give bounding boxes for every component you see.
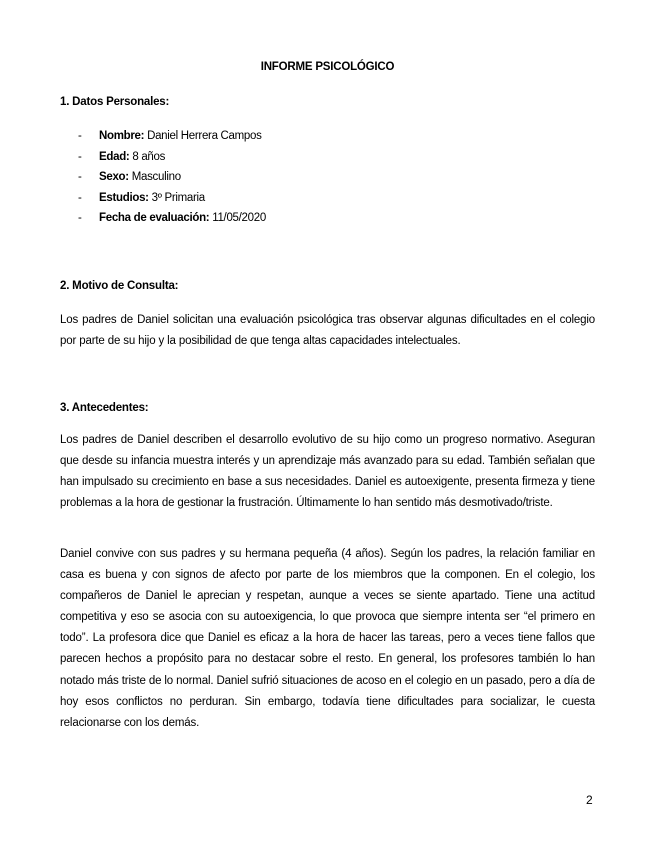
bullet-dash: - (78, 212, 82, 224)
list-item-nombre (78, 128, 266, 149)
bullet-dash: - (78, 150, 82, 163)
field-value: Masculino (128, 171, 181, 183)
list-item-fecha-evaluacion (78, 210, 266, 231)
field-value: 3º Primaria (148, 191, 205, 204)
field-value: 11/05/2020 (209, 212, 266, 224)
field-label: Edad: (99, 150, 130, 163)
list-item-edad (78, 149, 266, 170)
section-heading-motivo-consulta: 2. Motivo de Consulta: (60, 280, 179, 292)
field-label: Fecha de evaluación: (99, 212, 210, 224)
section-heading-datos-personales: 1. Datos Personales: (60, 96, 170, 108)
field-label: Nombre: (99, 130, 145, 142)
paragraph-motivo-consulta: Los padres de Daniel solicitan una evaluación psicológica tras observar algunas dificultades en el colegio por parte de su hijo y la posibilidad de que tenga altas capacidades intelectuales. (60, 314, 595, 348)
section-heading-antecedentes: 3. Antecedentes: (60, 402, 149, 414)
paragraph-antecedentes-1: Los padres de Daniel describen el desarrollo evolutivo de su hijo como un progreso normativo. Aseguran que desde su infancia muestra interés y un aprendizaje más avanzado para su edad. También señalan que han impulsado su crecimiento en base a sus necesidades. Daniel es autoexigente, presenta firmeza y tiene problemas a la hora de gestionar la frustración. Últimamente lo han sentido más desmotivado/triste. (60, 434, 595, 510)
page-number: 2 (586, 793, 593, 807)
paragraph-antecedentes-2: Daniel convive con sus padres y su hermana pequeña (4 años). Según los padres, la relación familiar en casa es buena y con signos de afecto por parte de los miembros que la componen. En el colegio, los compañeros de Daniel le aprecian y respetan, aunque a veces se siente apartado. Tiene una actitud competitiva y eso se asocia con su autoexigencia, lo que provoca que siempre intenta ser “el primero en todo”. La profesora dice que Daniel es eficaz a la hora de hacer las tareas, pero a veces tiene fallos que parecen hechos a propósito para no destacar sobre el resto. En general, los profesores también lo han notado más triste de lo normal. Daniel sufrió situaciones de acoso en el colegio en un pasado, pero a día de hoy esos conflictos no perduran. Sin embargo, todavía tiene dificultades para socializar, le cuesta relacionarse con los demás. (60, 548, 595, 729)
bullet-dash: - (78, 130, 82, 142)
field-label: Estudios: (99, 191, 149, 204)
list-item-sexo (78, 169, 266, 190)
field-label: Sexo: (99, 171, 129, 183)
personal-data-list (78, 128, 266, 231)
list-item-estudios (78, 190, 266, 211)
bullet-dash: - (78, 171, 82, 183)
field-value: Daniel Herrera Campos (144, 130, 262, 142)
bullet-dash: - (78, 191, 82, 204)
document-title: INFORME PSICOLÓGICO (260, 61, 395, 73)
field-value: 8 años (129, 150, 166, 163)
